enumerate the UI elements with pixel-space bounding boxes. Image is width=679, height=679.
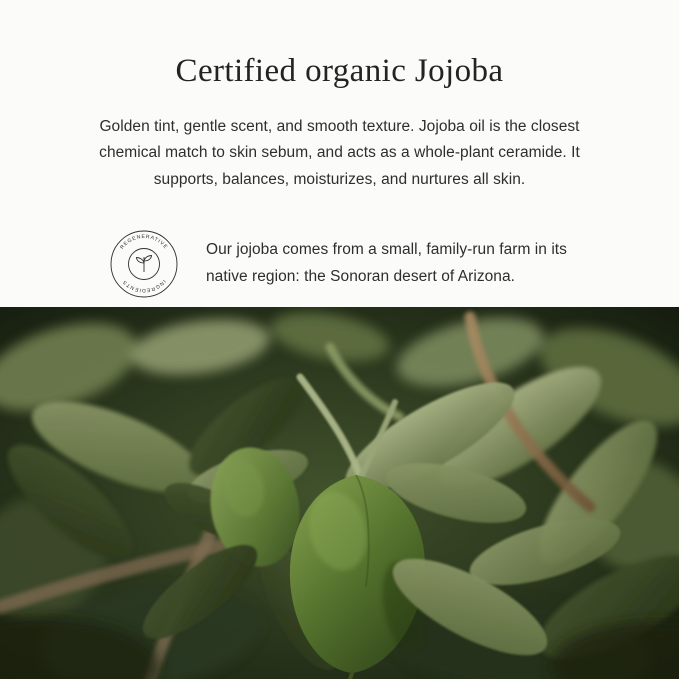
- regenerative-ingredients-seal-icon: [108, 228, 180, 300]
- body-paragraph: Golden tint, gentle scent, and smooth texture. Jojoba oil is the closest chemical match to skin sebum, and acts as a whole-plant ceramide. It supports, balances, moisturizes, and nurtures all skin.: [99, 117, 580, 188]
- text-panel: [0, 0, 679, 307]
- svg-text:REGENERATIVE: REGENERATIVE: [119, 233, 169, 251]
- page-title: Certified organic Jojoba: [175, 53, 504, 89]
- sourcing-row: [56, 222, 623, 306]
- svg-text:INGREDIENTS: INGREDIENTS: [121, 277, 167, 293]
- sourcing-paragraph: Our jojoba comes from a small, family-run farm in its native region: the Sonoran desert of Arizona.: [206, 241, 567, 285]
- jojoba-photo: [0, 307, 679, 679]
